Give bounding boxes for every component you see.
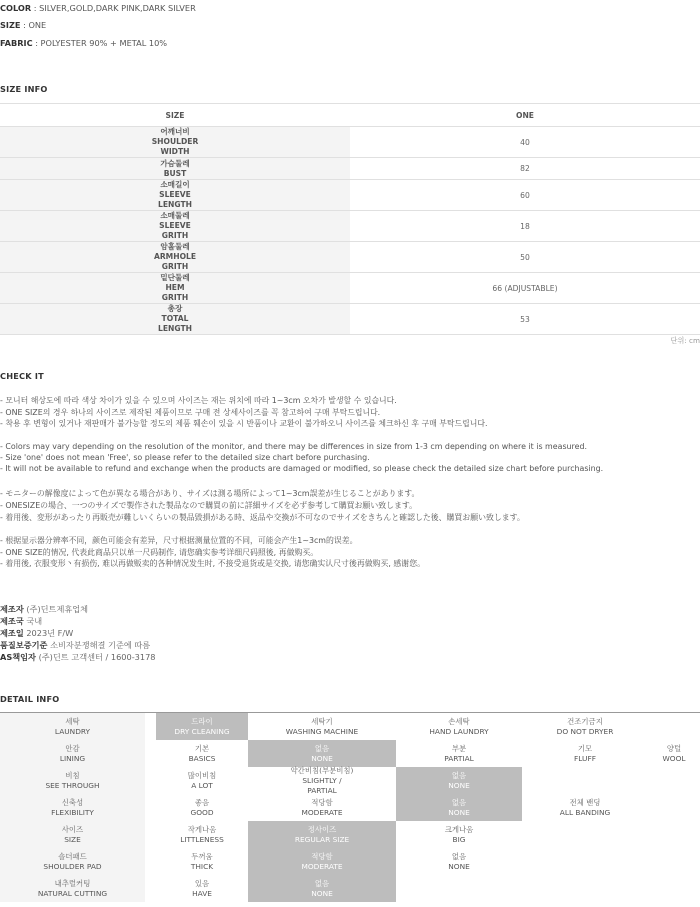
size-info-heading: SIZE INFO <box>0 84 48 94</box>
size-row-label <box>0 304 350 335</box>
detail-en-text: WOOL <box>662 753 686 763</box>
manufacturer-line <box>0 628 73 639</box>
fabric-label: FABRIC <box>0 38 33 48</box>
manufacturer-value: (주)딘트제휴업체 <box>23 604 89 614</box>
check-note: - ONE SIZE의 경우 하나의 사이즈로 제작된 제품이므로 구매 전 상세사이즈를 꼭 참고하여 구매 부탁드립니다. <box>0 408 381 417</box>
size-row-label-line: WIDTH <box>160 147 190 156</box>
detail-option-selected <box>396 767 522 794</box>
size-row-value: 53 <box>350 304 700 335</box>
detail-ko-text: 비침 <box>65 770 80 780</box>
fabric-value: : POLYESTER 90% + METAL 10% <box>32 38 168 48</box>
size-header-label: SIZE <box>0 104 350 127</box>
size-row-label-line: 소매둘레 <box>160 211 190 220</box>
check-note: - 着用後, 衣服变形丶有损伤, 难以再做贩卖的各种情况发生时, 不接受退货或是交换, 请您确实认尺寸後再做购买, 感谢您。 <box>0 559 425 568</box>
size-row-label-line: 총장 <box>167 304 183 313</box>
detail-en-text: SHOULDER PAD <box>43 861 102 871</box>
check-note: - ONESIZEの場合、一つのサイズで製作された製品なので購買の前に詳細サイズを必ず参考して購買お願い致します。 <box>0 501 418 510</box>
detail-en-text: BASICS <box>188 753 216 763</box>
detail-row <box>0 875 700 902</box>
manufacturer-value: 국내 <box>23 616 43 626</box>
detail-option <box>522 740 648 767</box>
detail-option <box>522 794 648 821</box>
detail-ko-text: 기모 <box>577 743 593 753</box>
detail-option <box>396 740 522 767</box>
check-note: - Colors may vary depending on the resolution of the monitor, and there may be differences in size from 1-3 cm depending on where it is measured. <box>0 442 587 451</box>
size-row-label <box>0 158 350 180</box>
detail-option-selected <box>248 848 396 875</box>
size-row-label <box>0 273 350 304</box>
size-row-value: 66 (ADJUSTABLE) <box>350 273 700 304</box>
size-row-value: 50 <box>350 242 700 273</box>
manufacturer-value: 2023년 F/W <box>23 628 74 638</box>
detail-ko-text: 적당함 <box>311 797 333 807</box>
detail-option <box>396 713 522 740</box>
detail-en-text: FLEXIBILITY <box>51 807 94 817</box>
fabric-line <box>0 38 167 48</box>
manufacturer-label: 제조자 <box>0 604 24 614</box>
size-row-label-line: GRITH <box>161 262 189 271</box>
detail-option-selected <box>248 821 396 848</box>
detail-ko-text: 있음 <box>194 878 210 888</box>
size-table-row <box>0 273 700 304</box>
detail-option <box>156 794 248 821</box>
color-value: : SILVER,GOLD,DARK PINK,DARK SILVER <box>31 3 196 13</box>
detail-ko-text: 없음 <box>451 770 467 780</box>
detail-row-label <box>0 740 145 767</box>
detail-ko-text: 정사이즈 <box>307 824 337 834</box>
detail-ko-text: 약간비침(부분비침) <box>290 765 354 775</box>
detail-ko-text: 기본 <box>194 743 210 753</box>
detail-en-text: MODERATE <box>301 861 343 871</box>
check-it-heading: CHECK IT <box>0 371 44 381</box>
detail-en-text: NATURAL CUTTING <box>37 888 108 898</box>
detail-row <box>0 713 700 740</box>
manufacturer-line <box>0 652 156 663</box>
detail-en-text: LITTLENESS <box>180 834 224 844</box>
manufacturer-label: 품질보증기준 <box>0 640 48 650</box>
detail-ko-text: 손세탁 <box>448 716 470 726</box>
manufacturer-line <box>0 616 42 627</box>
size-table-row <box>0 127 700 158</box>
unit-note: 단위: cm <box>670 336 700 345</box>
manufacturer-line <box>0 604 88 615</box>
detail-ko-text: 세탁기 <box>311 716 333 726</box>
detail-option <box>396 848 522 875</box>
detail-en-text: PARTIAL <box>444 753 474 763</box>
detail-ko-text: 없음 <box>314 878 330 888</box>
size-table <box>0 103 700 335</box>
detail-en-text: NONE <box>311 753 333 763</box>
detail-row <box>0 740 700 767</box>
detail-ko-text: 세탁 <box>65 716 80 726</box>
detail-en-text: HAVE <box>192 888 212 898</box>
detail-ko-text: 사이즈 <box>61 824 84 834</box>
detail-row <box>0 848 700 875</box>
size-row-label-line: HEM <box>165 283 185 292</box>
size-row-label-line: SLEEVE <box>159 190 191 199</box>
detail-ko-text: 없음 <box>451 797 467 807</box>
detail-option <box>522 713 648 740</box>
detail-en-text: LAUNDRY <box>54 726 91 736</box>
detail-ko-text: 적당함 <box>311 851 333 861</box>
detail-row <box>0 821 700 848</box>
detail-en-text: MODERATE <box>301 807 343 817</box>
detail-en-text: NONE <box>448 780 470 790</box>
detail-row <box>0 794 700 821</box>
detail-ko-text: 숄더패드 <box>58 851 87 861</box>
size-table-row <box>0 180 700 211</box>
check-note: - 根据显示器分辨率不同，颜色可能会有差异，尺寸根据测量位置的不同，可能会产生1~3cm的误差。 <box>0 536 358 545</box>
size-table-row <box>0 242 700 273</box>
size-row-label-line: SHOULDER <box>151 137 199 146</box>
detail-option <box>156 767 248 794</box>
size-table-row <box>0 211 700 242</box>
manufacturer-line <box>0 640 150 651</box>
size-row-label-line: GRITH <box>161 293 189 302</box>
detail-option <box>648 740 700 767</box>
detail-en-text: BIG <box>452 834 466 844</box>
size-row-value: 40 <box>350 127 700 158</box>
check-note: - 着用後、変形があったり再販売が難しいくらいの製品毀損がある時、返品や交換が不可なのでサイズをきちんと確認した後、購買お願い致します。 <box>0 513 525 522</box>
size-line <box>0 20 46 30</box>
manufacturer-value: (주)딘트 고객센터 / 1600-3178 <box>35 652 156 662</box>
detail-option-selected <box>396 794 522 821</box>
detail-en-text: REGULAR SIZE <box>294 834 350 844</box>
detail-ko-text: 없음 <box>314 743 330 753</box>
size-table-row <box>0 158 700 180</box>
size-table-row <box>0 304 700 335</box>
detail-en-text: LINING <box>59 753 86 763</box>
detail-en-text: HAND LAUNDRY <box>429 726 489 736</box>
size-row-value: 60 <box>350 180 700 211</box>
detail-en-text: DO NOT DRYER <box>556 726 614 736</box>
detail-info-grid <box>0 712 700 898</box>
size-row-label <box>0 211 350 242</box>
detail-ko-text: 안감 <box>65 743 80 753</box>
detail-row-label <box>0 875 145 902</box>
size-row-label-line: 밑단둘레 <box>160 273 190 282</box>
manufacturer-label: 제조일 <box>0 628 24 638</box>
manufacturer-value: 소비자분쟁해결 기준에 따름 <box>47 640 151 650</box>
detail-ko-text: 양털 <box>666 743 682 753</box>
detail-option <box>248 794 396 821</box>
detail-ko-text: 두꺼움 <box>191 851 213 861</box>
size-value: : ONE <box>20 20 47 30</box>
size-row-label-line: LENGTH <box>157 200 193 209</box>
detail-en-text: THICK <box>190 861 214 871</box>
detail-ko-text: 건조기금지 <box>567 716 603 726</box>
detail-en-text: SEE THROUGH <box>45 780 100 790</box>
detail-en-text: ALL BANDING <box>559 807 611 817</box>
detail-option <box>248 713 396 740</box>
size-row-label-line: ARMHOLE <box>153 252 197 261</box>
detail-en-text: SLIGHTLY / <box>302 775 342 785</box>
check-note: - Size 'one' does not mean 'Free', so please refer to the detailed size chart before purchasing. <box>0 453 370 462</box>
detail-en-text: WASHING MACHINE <box>285 726 359 736</box>
manufacturer-label: AS책임자 <box>0 652 36 662</box>
detail-en-text: A LOT <box>191 780 213 790</box>
detail-ko-text: 많이비침 <box>187 770 217 780</box>
color-line <box>0 3 196 13</box>
detail-en-text: SIZE <box>64 834 81 844</box>
check-note: - 착용 후 변형이 있거나 재판매가 불가능할 정도의 제품 훼손이 있을 시 반품이나 교환이 불가하오니 사이즈를 체크하신 후 구매 부탁드립니다. <box>0 419 488 428</box>
detail-en-text: FLUFF <box>574 753 596 763</box>
check-note: - モニターの解像度によって色が異なる場合があり、サイズは測る場所によって1~3cm誤差が生じることがあります。 <box>0 489 420 498</box>
detail-ko-text: 없음 <box>451 851 467 861</box>
size-row-label-line: LENGTH <box>157 324 193 333</box>
detail-row-label <box>0 713 145 740</box>
detail-row-label <box>0 767 145 794</box>
detail-row-label <box>0 848 145 875</box>
detail-ko-text: 드라이 <box>191 716 213 726</box>
detail-option <box>248 767 396 794</box>
detail-option <box>156 875 248 902</box>
check-note: - ONE SIZE的情况, 代表此商品只以单一尺码制作, 请您确实参考详细尺码照後, 再做购买。 <box>0 548 319 557</box>
detail-ko-text: 내추럴커팅 <box>54 878 91 888</box>
size-row-label-line: 가슴둘레 <box>160 158 190 168</box>
size-row-label-line: 암홀둘레 <box>160 242 190 251</box>
detail-option-selected <box>248 740 396 767</box>
manufacturer-label: 제조국 <box>0 616 24 626</box>
detail-en-text: GOOD <box>190 807 214 817</box>
size-row-label-line: GRITH <box>161 231 189 240</box>
size-row-label-line: 소매길이 <box>160 180 190 189</box>
size-header-value: ONE <box>350 104 700 127</box>
check-note: - 모니터 해상도에 따라 색상 차이가 있을 수 있으며 사이즈는 재는 위치에 따라 1~3cm 오차가 발생할 수 있습니다. <box>0 396 397 405</box>
size-row-label <box>0 127 350 158</box>
size-row-label-line: 어깨너비 <box>160 127 190 136</box>
detail-row-label <box>0 821 145 848</box>
detail-ko-text: 전체 밴딩 <box>569 797 601 807</box>
detail-ko-text: 크게나옴 <box>444 824 474 834</box>
check-note: - It will not be available to refund and exchange when the products are damaged or modified, so please check the detailed size chart before purchasing. <box>0 464 604 473</box>
detail-option-selected <box>156 713 248 740</box>
size-row-label-line: SLEEVE <box>159 221 191 230</box>
detail-option <box>396 821 522 848</box>
detail-ko-text: 부분 <box>451 743 467 753</box>
detail-option <box>156 848 248 875</box>
detail-en-text: PARTIAL <box>307 785 337 795</box>
detail-ko-text: 신축성 <box>61 797 84 807</box>
size-label: SIZE <box>0 20 21 30</box>
size-row-label-line: TOTAL <box>161 314 189 323</box>
detail-ko-text: 좋음 <box>194 797 210 807</box>
detail-en-text: NONE <box>311 888 333 898</box>
size-row-label <box>0 180 350 211</box>
size-row-value: 82 <box>350 158 700 180</box>
color-label: COLOR <box>0 3 32 13</box>
detail-ko-text: 작게나옴 <box>187 824 217 834</box>
detail-option-selected <box>248 875 396 902</box>
detail-row <box>0 767 700 794</box>
detail-en-text: NONE <box>448 861 470 871</box>
size-row-value: 18 <box>350 211 700 242</box>
detail-option <box>156 740 248 767</box>
detail-en-text: NONE <box>448 807 470 817</box>
detail-row-label <box>0 794 145 821</box>
size-row-label-line: BUST <box>163 168 187 178</box>
detail-info-heading: DETAIL INFO <box>0 694 60 704</box>
detail-en-text: DRY CLEANING <box>174 726 230 736</box>
detail-option <box>156 821 248 848</box>
size-row-label <box>0 242 350 273</box>
size-table-header <box>0 104 700 127</box>
